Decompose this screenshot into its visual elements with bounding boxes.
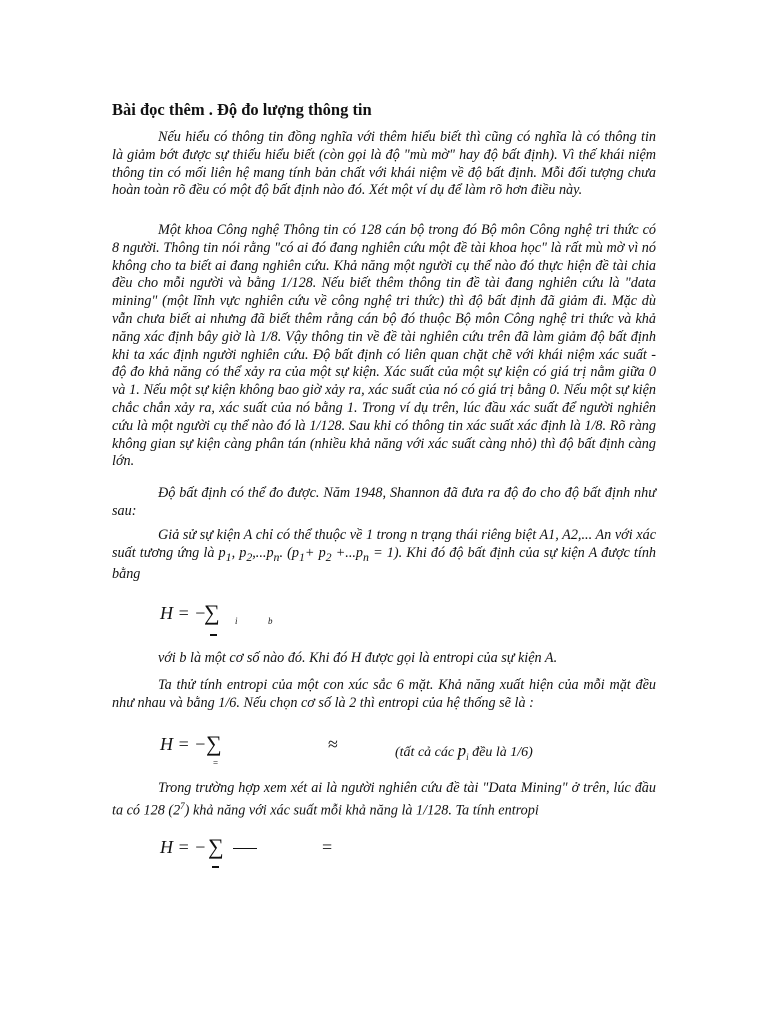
sigma-symbol: ∑ (206, 731, 222, 756)
sigma-lower-limit: = (213, 758, 219, 768)
section-title: Bài đọc thêm . Độ đo lượng thông tin (112, 100, 372, 119)
paragraph-definition: Giả sử sự kiện A chỉ có thể thuộc về 1 trong n trạng thái riêng biệt A1, A2,... An với xác suất tương ứng là $p_1$, $p_2,...p_n$. $(p_1+ p_2 +...p_n = 1)$. Khi đó độ bất định của sự kiện A được tính bằng (112, 527, 657, 583)
paragraph-dice: Ta thử tính entropi của một con xúc sắc 6 mặt. Khả năng xuất hiện của mỗi mặt đều như nhau và bằng 1/6. Nếu chọn cơ số là 2 thì entropi của hệ thống sẽ là : (112, 677, 656, 711)
approx-symbol: ≈ (328, 734, 338, 754)
fraction-bar (233, 848, 257, 849)
formula-lhs: H = − (160, 734, 207, 754)
sigma-symbol: ∑ (208, 834, 224, 859)
formula-underline (212, 866, 219, 868)
paragraph-base: với b là một cơ số nào đó. Khi đó H được gọi là entropi của sự kiện A. (158, 650, 558, 666)
formula-lhs: H = − (160, 603, 207, 623)
formula-lhs: H = − (160, 837, 207, 857)
equals-symbol: = (322, 837, 333, 857)
paragraph-shannon: Độ bất định có thể đo được. Năm 1948, Shannon đã đưa ra độ đo cho độ bất định như sau: (112, 485, 656, 519)
subscript-b: b (268, 616, 273, 626)
paragraph-example: Một khoa Công nghệ Thông tin có 128 cán bộ trong đó Bộ môn Công nghệ tri thức có 8 người. Thông tin nói rằng "có ai đó đang nghiên cứu một đề tài khoa học" là rất mù mờ vì nó không cho ta biết ai đang nghiên cứu. Khả năng một người cụ thể nào đó thực hiện đề tài chia đều cho mỗi người và bằng 1/128. Nếu biết thêm thông tin đề tài đang nghiên cứu là "data mining" (một lĩnh vực nghiên cứu về công nghệ tri thức) thì độ bất định đã giảm đi. Mặc dù vẫn chưa biết ai nhưng đã biết thêm rằng cán bộ đó thuộc Bộ môn Công nghệ tri thức và khả năng xác định bây giờ là 1/8. Vậy thông tin về đề tài nghiên cứu trên đã làm giảm độ bất định khi ta xác định người nghiên cứu. Độ bất định có liên quan chặt chẽ với khái niệm xác suất - độ đo khả năng có thể xảy ra của một sự kiện. Xác suất của một sự kiện có giá trị nằm giữa 0 và 1. Nếu một sự kiện không bao giờ xảy ra, xác suất của nó có giá trị bằng 0. Nếu một sự kiện chắc chắn xảy ra, xác suất của nó bằng 1. Trong ví dụ trên, lúc đầu xác suất để người nghiên cứu là một người cụ thể nào đó là 1/128. Sau khi có thông tin xác suất xác định là 1/8. Rõ ràng không gian sự kiện càng phân tán (nhiều khả năng với xác suất càng nhỏ) thì độ bất định càng lớn. (112, 222, 656, 470)
paragraph-data-mining: Trong trường hợp xem xét ai là người nghiên cứu đề tài "Data Mining" ở trên, lúc đầu ta có 128 $(2^7)$ khả năng với xác suất mỗi khả năng là 1/128. Ta tính entropi (112, 780, 656, 819)
paragraph-intro: Nếu hiểu có thông tin đồng nghĩa với thêm hiểu biết thì cũng có nghĩa là có thông tin là giảm bớt được sự thiếu hiểu biết (còn gọi là độ "mù mờ" hay độ bất định). Vì thế khái niệm thông tin có mối liên hệ mang tính bản chất với khái niệm về độ bất định. Mỗi đối tượng chưa hoàn toàn rõ đều có một độ bất định nào đó. Xét một ví dụ để làm rõ hơn điều này. (112, 129, 656, 199)
formula-underline (210, 634, 217, 636)
subscript-i: i (235, 616, 238, 626)
formula-note: (tất cả các $p_i$ đều là 1/6) (395, 741, 533, 762)
sigma-symbol: ∑ (204, 600, 220, 625)
